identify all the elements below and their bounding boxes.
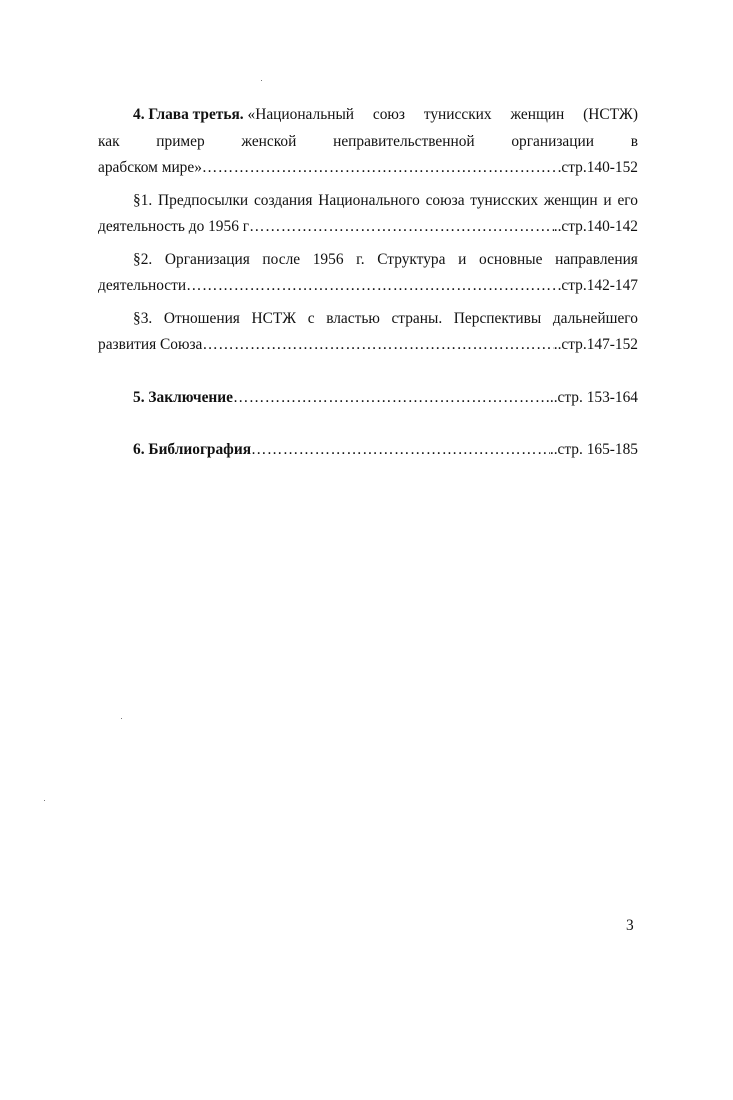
section-1-word: создания [253, 191, 313, 209]
chapter-4-word: как [98, 132, 120, 150]
section-3-word: §3. [133, 309, 153, 327]
bibliography-page-range: ..стр. 165-185 [549, 441, 638, 458]
section-3-word: Отношения [163, 309, 240, 327]
dot-leader [202, 332, 553, 359]
section-2-word: 1956 [312, 250, 344, 268]
chapter-4-word: тунисских [423, 106, 492, 123]
conclusion-title: 5. Заключение [133, 388, 233, 406]
section-1-word: §1. [133, 191, 153, 209]
chapter-4-word: женской [241, 132, 297, 150]
toc-entry-bibliography [98, 437, 638, 464]
scan-speck [261, 80, 262, 81]
chapter-4-word: организации [511, 132, 594, 150]
section-2-line-1 [98, 247, 638, 274]
toc-entry-section-3 [98, 306, 638, 359]
section-3-text: развития Союза [98, 336, 203, 353]
section-1-word: союза [425, 191, 465, 209]
section-1-word: и [603, 191, 612, 209]
section-1-word: его [617, 191, 638, 209]
chapter-4-word: союз [372, 106, 405, 123]
section-3-word: НСТЖ [251, 309, 297, 327]
chapter-4-word: неправительственной [333, 132, 475, 150]
section-2-line-2 [98, 273, 638, 300]
section-2-word: направления [555, 250, 638, 268]
section-2-word: и [458, 250, 467, 268]
dot-leader [186, 273, 557, 300]
section-3-word: Перспективы [453, 309, 542, 327]
chapter-4-word: в [630, 132, 638, 150]
chapter-4-number-title: 4. Глава третья. [133, 106, 244, 123]
scan-speck [44, 800, 45, 801]
section-2-word: Структура [377, 250, 446, 268]
page-number: 3 [626, 917, 634, 934]
section-1-word: тунисских [470, 191, 539, 209]
section-1-word: Предпосылки [158, 191, 249, 209]
chapter-4-text: арабском мире» [98, 159, 202, 176]
chapter-4-line-3 [98, 155, 638, 182]
dot-leader [249, 214, 554, 241]
chapter-4-word: женщин [510, 106, 565, 123]
section-2-word: г. [356, 250, 365, 268]
section-2-word: после [262, 250, 301, 268]
section-2-word: §2. [133, 250, 153, 268]
section-1-text: деятельность до 1956 г [98, 218, 250, 235]
section-2-text: деятельности [98, 277, 187, 294]
conclusion-page-range: ..стр. 153-164 [549, 388, 638, 406]
toc-entry-section-1 [98, 188, 638, 241]
section-1-line-2 [98, 214, 638, 241]
section-3-line-1 [98, 306, 638, 333]
dot-leader [202, 155, 558, 182]
scan-speck [121, 718, 122, 719]
section-3-page-range: ..стр.147-152 [553, 336, 638, 353]
section-1-line-1 [98, 188, 638, 215]
dot-leader [251, 437, 550, 464]
section-3-line-2 [98, 332, 638, 359]
section-1-word: Национального [318, 191, 420, 209]
section-1-word: женщин [543, 191, 598, 209]
chapter-4-word: «Национальный [247, 106, 355, 123]
toc-entry-conclusion [98, 385, 638, 412]
toc-entry-section-2 [98, 247, 638, 300]
bibliography-title: 6. Библиография [133, 441, 252, 458]
section-3-word: дальнейшего [552, 309, 638, 327]
section-3-word: властью [326, 309, 380, 327]
chapter-4-line-2 [98, 129, 638, 156]
chapter-4-line-1 [98, 102, 638, 129]
table-of-contents [98, 102, 638, 464]
section-3-word: страны. [391, 309, 443, 327]
section-2-page-range: .стр.142-147 [557, 277, 638, 294]
toc-entry-chapter-4 [98, 102, 638, 182]
section-2-word: основные [478, 250, 543, 268]
section-2-word: Организация [164, 250, 250, 268]
section-1-page-range: ..стр.140-142 [553, 218, 638, 235]
chapter-4-page-range: .стр.140-152 [557, 159, 638, 176]
chapter-4-word: пример [156, 132, 205, 150]
dot-leader [233, 385, 550, 412]
chapter-4-word: (НСТЖ) [583, 106, 638, 123]
section-3-word: с [307, 309, 315, 327]
